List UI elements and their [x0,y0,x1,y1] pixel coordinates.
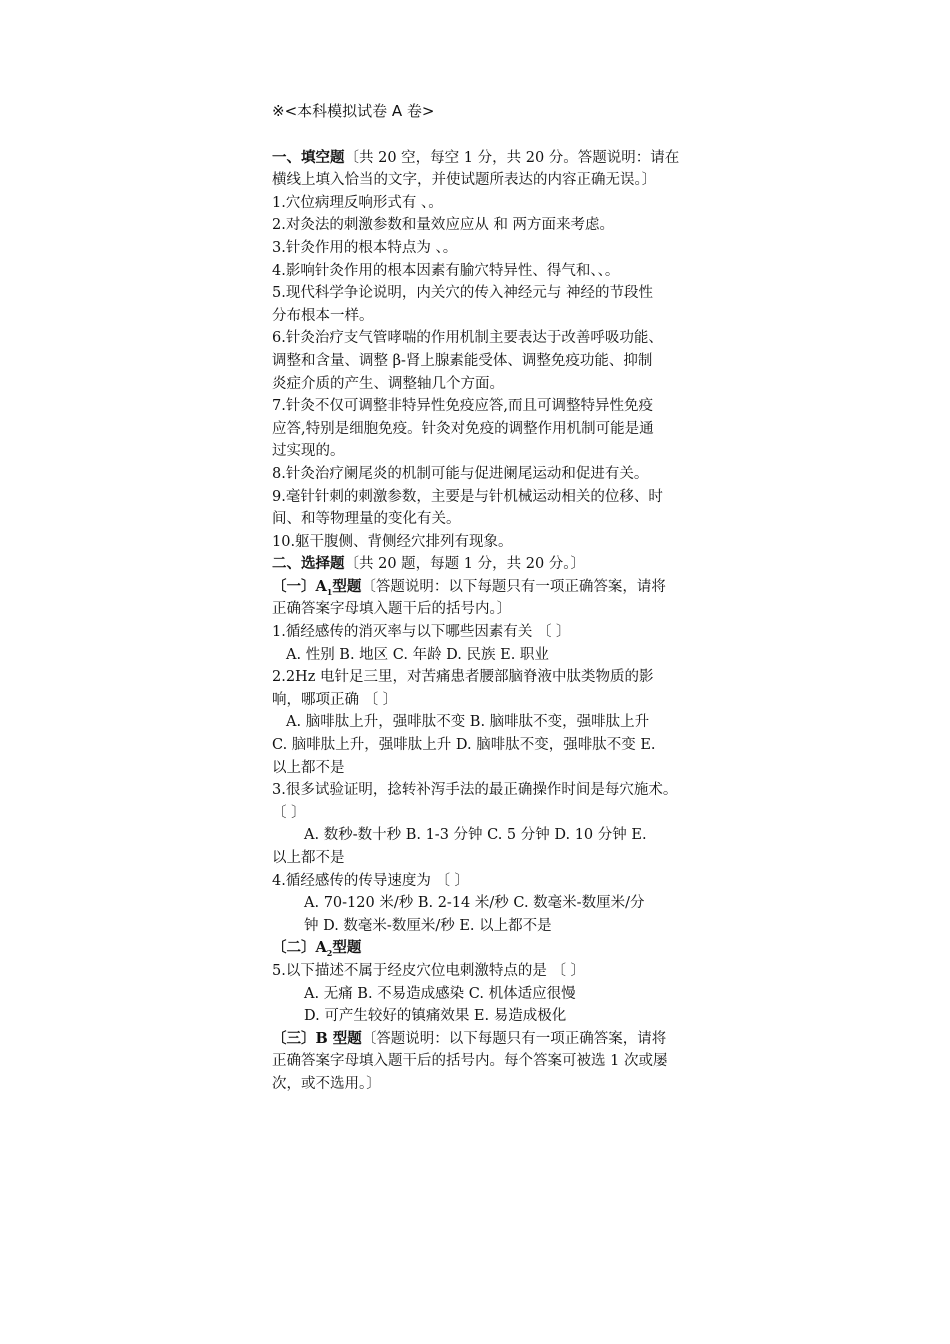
question-stem: 5.以下描述不属于经皮穴位电刺激特点的是 〔 〕 [272,962,586,979]
subsection-a2-header: 〔二〕$A_2$型题 [272,939,362,959]
question-options: A. 性别 B. 地区 C. 年龄 D. 民族 E. 职业 [286,646,549,663]
question-line: 6.针灸治疗支气管哮喘的作用机制主要表达于改善呼吸功能、 [272,330,663,347]
question-stem: 1.循经感传的消灭率与以下哪些因素有关 〔 〕 [272,624,571,641]
question-options: D. 可产生较好的镇痛效果 E. 易造成极化 [304,1008,567,1025]
section-header [272,147,732,170]
question-stem: 3.很多试验证明，捻转补泻手法的最正确操作时间是每穴施术。 [272,782,678,799]
exam-document [272,100,732,1096]
subsection-heading: 〔三〕B 型题 [272,1029,362,1047]
question-stem: 4.循经感传的传导速度为 〔 〕 [272,872,470,889]
question-line: 3.针灸作用的根本特点为 、。 [272,239,458,256]
question-line: 8.针灸治疗阑尾炎的机制可能与促进阑尾运动和促进有关。 [272,465,649,482]
question-line: 过实现的。 [272,443,345,460]
section-instructions: 〔共 20 题，每题 1 分，共 20 分。〕 [344,556,586,573]
section-heading: 一、填空题 [272,148,345,166]
question-line: 炎症介质的产生、调整轴几个方面。 [272,375,504,392]
question-line: 7.针灸不仅可调整非特异性免疫应答,而且可调整特异性免疫 [272,398,653,415]
subsection-b-header [272,1028,732,1051]
exam-title: ※<本科模拟试卷 A 卷> [272,102,435,120]
subsection-instructions: 〔答题说明：以下每题只有一项正确答案，请将 [361,1030,667,1047]
question-line: 分布根本一样。 [272,307,374,324]
subsection-heading: 〔一〕$A_1$型题 [272,577,362,597]
question-options: 以上都不是 [272,759,345,776]
section-multiple-choice [272,553,732,1095]
subsection-instructions-cont: 正确答案字母填入题干后的括号内。每个答案可被选 1 次或屡 [272,1053,668,1070]
question-stem-cont: 〔 〕 [272,804,306,821]
question-options: A. 脑啡肽上升，强啡肽不变 B. 脑啡肽不变，强啡肽上升 [286,714,650,731]
question-options: C. 脑啡肽上升，强啡肽上升 D. 脑啡肽不变，强啡肽不变 E. [272,737,656,754]
section-header [272,553,732,576]
question-stem-cont: 响，哪项正确 〔 〕 [272,691,398,708]
subsection-instructions-cont: 次，或不选用。〕 [272,1075,381,1092]
question-line: 5.现代科学争论说明，内关穴的传入神经元与 神经的节段性 [272,285,653,302]
question-line: 间、和等物理量的变化有关。 [272,511,461,528]
question-stem: 2.2Hz 电针足三里，对苦痛患者腰部脑脊液中肽类物质的影 [272,669,654,686]
question-line: 10.躯干腹侧、背侧经穴排列有现象。 [272,533,513,550]
question-line: 9.毫针针刺的刺激参数，主要是与针机械运动相关的位移、时 [272,488,663,505]
section-fill-in [272,147,732,554]
question-line: 1.穴位病理反响形式有 、。 [272,194,443,211]
question-line: 2.对灸法的刺激参数和量效应应从 和 两方面来考虑。 [272,217,615,234]
section-instructions-cont: 横线上填入恰当的文字，并使试题所表达的内容正确无误。〕 [272,172,657,189]
subsection-instructions: 〔答题说明：以下每题只有一项正确答案，请将 [361,578,666,595]
question-options: 以上都不是 [272,850,345,866]
question-line: 应答,特别是细胞免疫。针灸对免疫的调整作用机制可能是通 [272,420,654,437]
question-options: 钟 D. 数毫米-数厘米/秒 E. 以上都不是 [304,917,552,934]
question-options: A. 数秒-数十秒 B. 1-3 分钟 C. 5 分钟 D. 10 分钟 E. [304,827,647,844]
question-line: 调整和含量、调整 β-肾上腺素能受体、调整免疫功能、抑制 [272,352,653,369]
question-line: 4.影响针灸作用的根本因素有腧穴特异性、得气和、、。 [272,262,620,279]
subsection-instructions-cont: 正确答案字母填入题干后的括号内。〕 [272,601,512,618]
section-instructions: 〔共 20 空，每空 1 分，共 20 分。答题说明：请在 [344,149,680,166]
subsection-a1-header [272,576,732,599]
question-options: A. 70-120 米/秒 B. 2-14 米/秒 C. 数毫米-数厘米/分 [304,895,645,912]
question-options: A. 无痛 B. 不易造成感染 C. 机体适应很慢 [304,985,576,1002]
section-heading: 二、选择题 [272,555,345,573]
